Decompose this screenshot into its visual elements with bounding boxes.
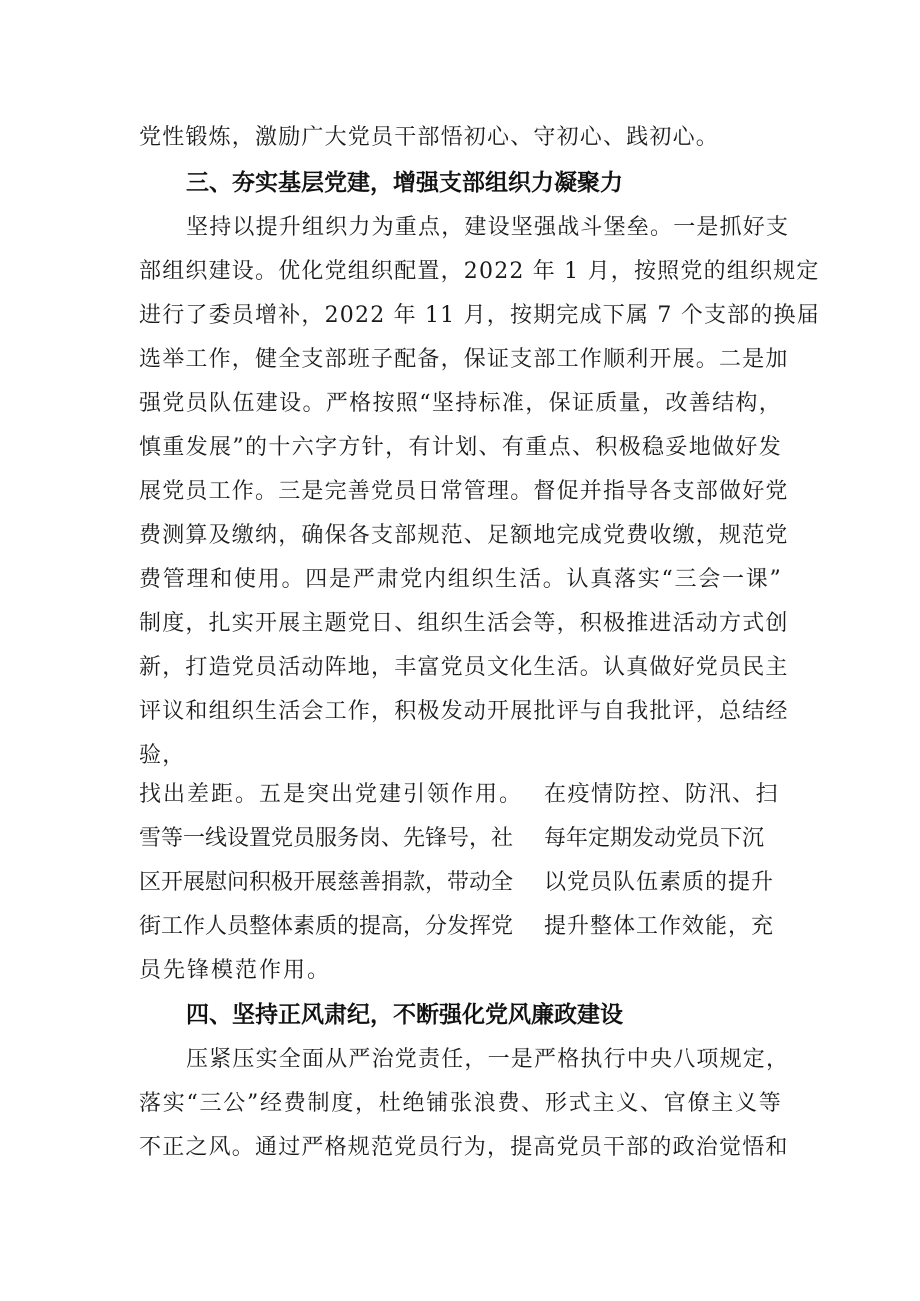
- column-line: 提升整体工作效能，充: [544, 914, 775, 939]
- column-line: 以党员队伍素质的提升: [544, 870, 775, 895]
- paragraph-line: 展党员工作。三是完善党员日常管理。督促并指导各支部做好党: [139, 479, 789, 504]
- paragraph-line: 选举工作，健全支部班子配备，保证支部工作顺利开展。二是加: [139, 347, 789, 372]
- column-line: 街工作人员整体素质的提高，分发挥党: [139, 914, 514, 939]
- column-line: 雪等一线设置党员服务岗、先锋号，社: [139, 826, 514, 851]
- paragraph-line: 压紧压实全面从严治党责任，一是严格执行中央八项规定，: [186, 1047, 790, 1072]
- column-line: 在疫情防控、防汛、扫: [544, 782, 780, 807]
- column-line: 员先锋模范作用。: [139, 958, 332, 983]
- paragraph-line: 强党员队伍建设。严格按照“坚持标准，保证质量，改善结构，: [139, 391, 782, 416]
- paragraph-line: 评议和组织生活会工作，积极发动开展批评与自我批评，总结经: [139, 699, 789, 724]
- section-heading-3: 三、夯实基层党建，增强支部组织力凝聚力: [186, 170, 623, 196]
- section-heading-4: 四、坚持正风肃纪，不断强化党风廉政建设: [186, 1002, 623, 1028]
- column-line: 每年定期发动党员下沉: [544, 826, 765, 851]
- paragraph-line: 制度，扎实开展主题党日、组织生活会等，积极推进活动方式创: [139, 611, 789, 636]
- column-line: 区开展慰问积极开展慈善捐款，带动全: [139, 870, 514, 895]
- paragraph-line: 新，打造党员活动阵地，丰富党员文化生活。认真做好党员民主: [139, 655, 789, 680]
- paragraph-line: 验，: [139, 743, 186, 768]
- paragraph-line: 不正之风。通过严格规范党员行为，提高党员干部的政治觉悟和: [139, 1135, 789, 1160]
- paragraph-line: 进行了委员增补，2022 年 11 月，按期完成下属 7 个支部的换届: [139, 303, 820, 328]
- paragraph-line: 慎重发展”的十六字方针，有计划、有重点、积极稳妥地做好发: [139, 435, 782, 460]
- paragraph-line: 党性锻炼，激励广大党员干部悟初心、守初心、践初心。: [139, 125, 720, 150]
- paragraph-line: 部组织建设。优化党组织配置，2022 年 1 月，按照党的组织规定: [139, 259, 820, 284]
- column-line: 找出差距。五是突出党建引领作用。: [139, 782, 524, 807]
- paragraph-line: 费管理和使用。四是严肃党内组织生活。认真落实“三会一课”: [139, 567, 782, 592]
- paragraph-line: 落实“三公”经费制度，杜绝铺张浪费、形式主义、官僚主义等: [139, 1091, 782, 1116]
- paragraph-line: 坚持以提升组织力为重点，建设坚强战斗堡垒。一是抓好支: [186, 215, 790, 240]
- paragraph-line: 费测算及缴纳，确保各支部规范、足额地完成党费收缴，规范党: [139, 523, 789, 548]
